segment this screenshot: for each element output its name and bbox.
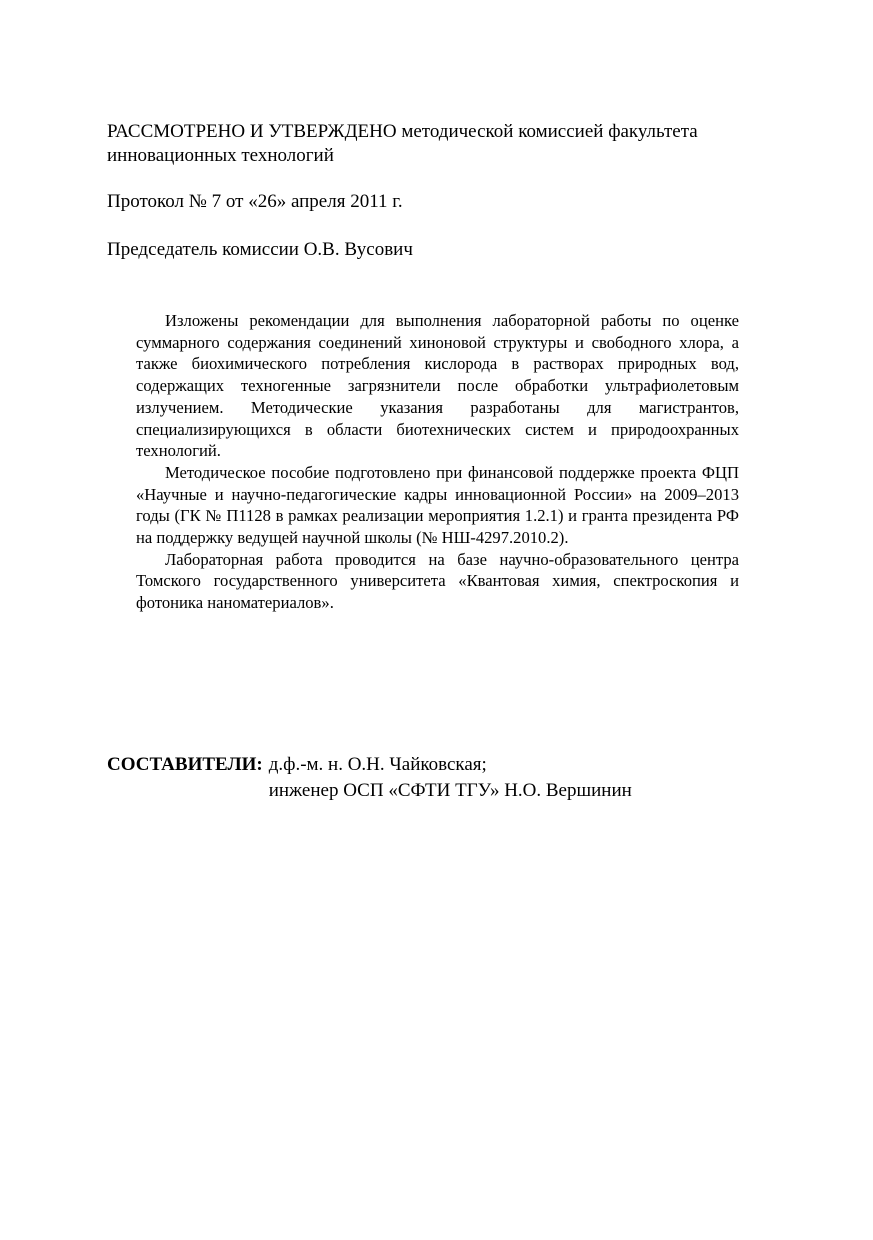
compiler-name-1: д.ф.-м. н. О.Н. Чайковская;: [268, 754, 487, 775]
approval-statement: РАССМОТРЕНО И УТВЕРЖДЕНО методической комиссией факультета инновационных технологий: [107, 121, 698, 166]
annotation-paragraph-1: Изложены рекомендации для выполнения лабораторной работы по оценке суммарного содержания соединений хиноновой структуры и свободного хлора, а также биохимического потребления кислорода в растворах природных вод, содержащих техногенные загрязнители после обработки ультрафиолетовым излучением. Методические указания разработаны для магистрантов, специализирующихся в области биотехнических систем и природоохранных технологий.: [136, 311, 739, 461]
compilers-names: [269, 752, 632, 804]
chairman-line: Председатель комиссии О.В. Вусович: [107, 239, 413, 260]
annotation-block: [136, 310, 739, 614]
compilers-row: [107, 752, 787, 804]
protocol-line: Протокол № 7 от «26» апреля 2011 г.: [107, 191, 403, 212]
annotation-paragraph-3: Лабораторная работа проводится на базе научно-образовательного центра Томского государственного университета «Квантовая химия, спектроскопия и фотоника наноматериалов».: [136, 549, 739, 613]
annotation-paragraph-2: Методическое пособие подготовлено при финансовой поддержке проекта ФЦП «Научные и научно-педагогические кадры инновационной России» на 2009–2013 годы (ГК № П1128 в рамках реализации мероприятия 1.2.1) и гранта президента РФ на поддержку ведущей научной школы (№ НШ-4297.2010.2).: [136, 462, 739, 548]
compilers-block: [107, 752, 787, 804]
compiler-name-2: инженер ОСП «СФТИ ТГУ» Н.О. Вершинин: [268, 780, 632, 801]
compilers-label: СОСТАВИТЕЛИ:: [107, 754, 263, 775]
